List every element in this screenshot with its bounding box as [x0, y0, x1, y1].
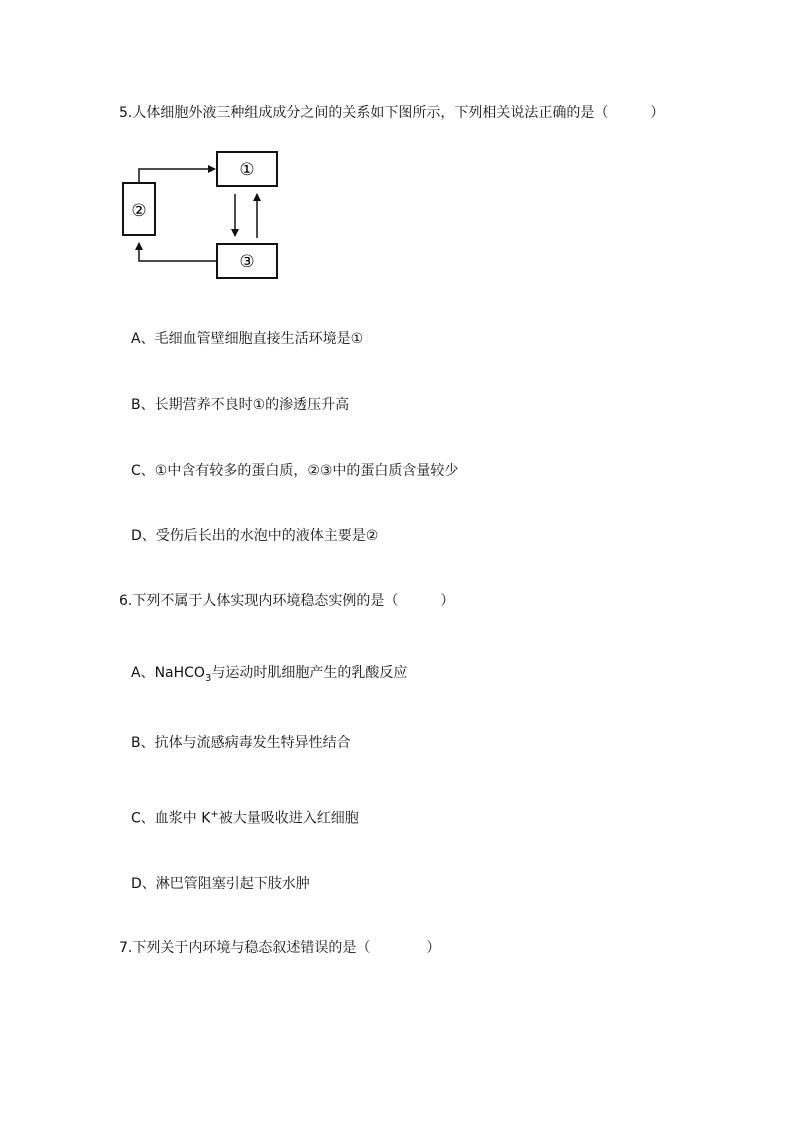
box-1-label: ① — [239, 160, 255, 180]
question-7-stem: 7.下列关于内环境与稳态叙述错误的是（ ） — [119, 940, 441, 956]
q6-option-a-post: 与运动时肌细胞产生的乳酸反应 — [211, 665, 408, 681]
q5-option-b: B、长期营养不良时①的渗透压升高 — [131, 397, 350, 413]
q5-option-d: D、受伤后长出的水泡中的液体主要是② — [131, 528, 379, 544]
question-5-stem: 5.人体细胞外液三种组成成分之间的关系如下图所示，下列相关说法正确的是（ ） — [119, 105, 665, 121]
q5-option-a: A、毛细血管壁细胞直接生活环境是① — [131, 331, 364, 347]
arrow-3-to-2 — [139, 243, 217, 261]
q6-option-c-pre: C、血浆中 K — [131, 810, 211, 827]
q6-option-a — [131, 664, 407, 688]
q6-option-c-superscript: + — [210, 809, 219, 820]
q6-option-a-pre: A、NaHCO — [131, 665, 205, 681]
q6-option-b: B、抗体与流感病毒发生特异性结合 — [131, 735, 351, 751]
question-6-stem: 6.下列不属于人体实现内环境稳态实例的是（ ） — [119, 593, 455, 609]
q5-option-c: C、①中含有较多的蛋白质，②③中的蛋白质含量较少 — [131, 463, 459, 479]
q6-option-d: D、淋巴管阻塞引起下肢水肿 — [131, 876, 310, 892]
q6-option-c — [131, 806, 359, 828]
arrow-2-to-1 — [139, 169, 215, 183]
q6-option-a-subscript: 3 — [204, 672, 212, 684]
q6-option-c-post: 被大量吸收进入红细胞 — [218, 810, 359, 827]
box-3-label: ③ — [239, 252, 255, 272]
box-2-label: ② — [131, 201, 147, 221]
extracellular-fluid-diagram — [118, 146, 288, 286]
